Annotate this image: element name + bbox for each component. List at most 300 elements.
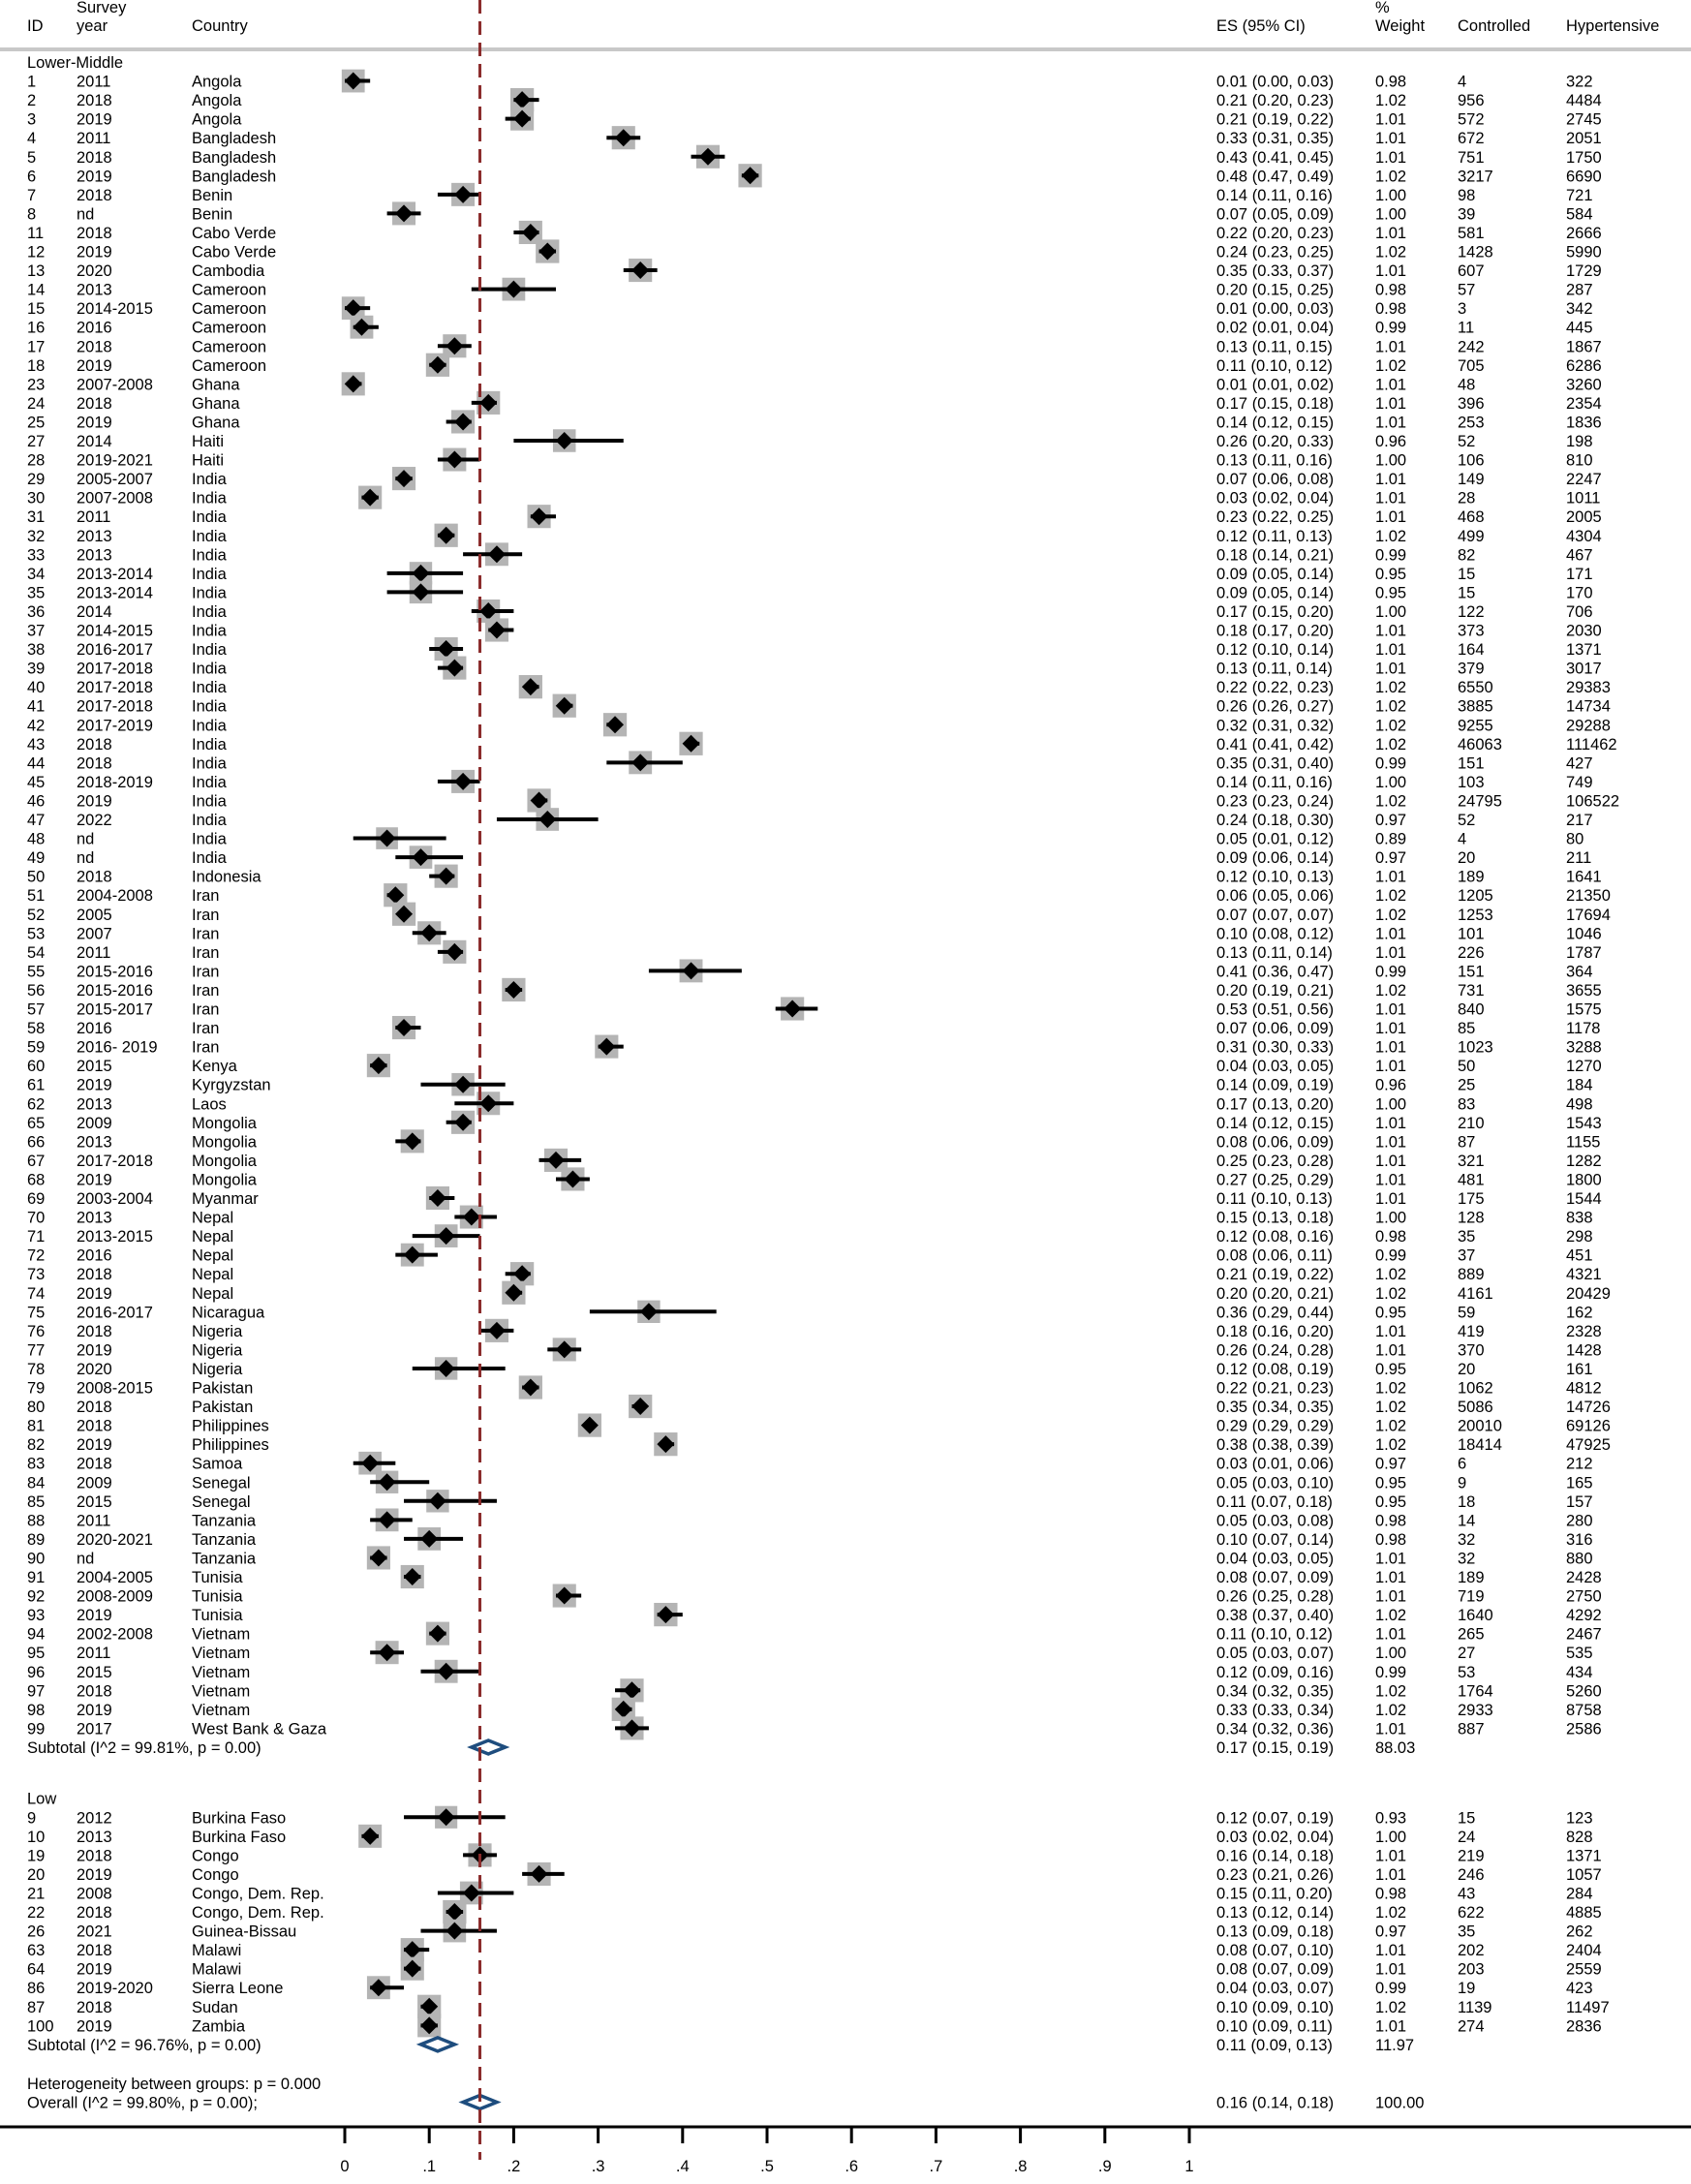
study-year: 2014-2015 <box>77 300 153 319</box>
study-weight: 1.01 <box>1375 1171 1407 1189</box>
study-hypertensive: 211 <box>1566 849 1592 868</box>
study-year: nd <box>77 1550 95 1568</box>
study-country: Haiti <box>192 451 225 470</box>
study-hypertensive: 1800 <box>1566 1171 1602 1189</box>
study-country: Tanzania <box>192 1512 257 1530</box>
x-tick-label: .2 <box>507 2158 521 2175</box>
study-id: 19 <box>27 1847 46 1865</box>
study-es-ci: 0.11 (0.10, 0.13) <box>1216 1190 1333 1208</box>
study-es-ci: 0.26 (0.25, 0.28) <box>1216 1587 1335 1606</box>
study-hypertensive: 6690 <box>1566 168 1602 186</box>
study-year: 2018 <box>77 1904 112 1923</box>
study-weight: 1.01 <box>1375 1865 1407 1884</box>
study-country: Nigeria <box>192 1322 243 1340</box>
study-year: 2013 <box>77 1133 112 1152</box>
study-year: 2008-2015 <box>77 1379 153 1398</box>
study-es-ci: 0.08 (0.06, 0.09) <box>1216 1133 1335 1152</box>
group-label: Lower-Middle <box>27 54 124 72</box>
study-hypertensive: 1371 <box>1566 641 1602 660</box>
study-es-ci: 0.18 (0.16, 0.20) <box>1216 1322 1335 1340</box>
study-weight: 1.00 <box>1375 602 1407 621</box>
study-es-ci: 0.48 (0.47, 0.49) <box>1216 168 1335 186</box>
study-year: 2011 <box>77 508 111 527</box>
study-id: 99 <box>27 1720 46 1738</box>
study-hypertensive: 451 <box>1566 1246 1593 1265</box>
study-controlled: 396 <box>1458 394 1485 413</box>
study-weight: 1.02 <box>1375 1904 1407 1923</box>
study-year: 2019 <box>77 356 112 375</box>
study-weight: 0.97 <box>1375 1923 1407 1941</box>
study-hypertensive: 298 <box>1566 1228 1593 1246</box>
x-tick-label: .4 <box>675 2158 690 2175</box>
study-weight: 1.01 <box>1375 394 1407 413</box>
x-tick-label: .7 <box>929 2158 943 2175</box>
study-controlled: 607 <box>1458 262 1485 281</box>
study-weight: 0.95 <box>1375 1474 1407 1492</box>
study-id: 96 <box>27 1663 46 1681</box>
study-es-ci: 0.12 (0.10, 0.13) <box>1216 868 1335 886</box>
study-hypertensive: 535 <box>1566 1645 1593 1663</box>
study-es-ci: 0.08 (0.07, 0.09) <box>1216 1569 1335 1586</box>
study-controlled: 98 <box>1458 186 1476 204</box>
study-year: 2016 <box>77 1246 112 1265</box>
study-es-ci: 0.35 (0.34, 0.35) <box>1216 1399 1335 1417</box>
study-es-ci: 0.12 (0.08, 0.19) <box>1216 1360 1335 1378</box>
study-country: Tanzania <box>192 1530 257 1549</box>
study-year: 2014 <box>77 602 112 621</box>
study-controlled: 705 <box>1458 356 1485 375</box>
study-controlled: 840 <box>1458 1000 1485 1019</box>
header-controlled: Controlled <box>1458 17 1531 35</box>
column-headers <box>27 0 1659 35</box>
study-year: 2016 <box>77 1020 112 1038</box>
study-hypertensive: 342 <box>1566 300 1593 319</box>
study-controlled: 1640 <box>1458 1607 1493 1625</box>
study-hypertensive: 212 <box>1566 1455 1593 1473</box>
study-id: 3 <box>27 110 37 129</box>
study-id: 98 <box>27 1701 46 1719</box>
study-country: Laos <box>192 1095 227 1114</box>
study-weight: 1.01 <box>1375 224 1407 242</box>
study-es-ci: 0.35 (0.31, 0.40) <box>1216 754 1335 773</box>
study-weight: 0.89 <box>1375 830 1407 848</box>
study-hypertensive: 880 <box>1566 1550 1593 1568</box>
study-id: 84 <box>27 1474 46 1492</box>
study-id: 83 <box>27 1455 46 1473</box>
study-country: Vietnam <box>192 1663 251 1681</box>
study-es-ci: 0.21 (0.20, 0.23) <box>1216 92 1335 110</box>
study-country: Philippines <box>192 1417 269 1435</box>
study-es-ci: 0.22 (0.22, 0.23) <box>1216 679 1335 697</box>
study-year: nd <box>77 830 95 848</box>
study-weight: 1.02 <box>1375 92 1407 110</box>
study-id: 31 <box>27 508 46 527</box>
study-country: Cameroon <box>192 356 267 375</box>
study-weight: 1.01 <box>1375 925 1407 943</box>
study-year: 2018 <box>77 1942 112 1960</box>
study-id: 76 <box>27 1322 46 1340</box>
study-hypertensive: 434 <box>1566 1663 1593 1681</box>
study-es-ci: 0.33 (0.31, 0.35) <box>1216 130 1335 148</box>
study-country: India <box>192 735 227 754</box>
study-controlled: 57 <box>1458 281 1476 299</box>
study-year: 2018 <box>77 1417 112 1435</box>
study-hypertensive: 3288 <box>1566 1038 1602 1057</box>
study-controlled: 3 <box>1458 300 1467 319</box>
study-weight: 1.01 <box>1375 1960 1407 1979</box>
study-hypertensive: 280 <box>1566 1512 1593 1530</box>
study-es-ci: 0.53 (0.51, 0.56) <box>1216 1000 1335 1019</box>
study-hypertensive: 4304 <box>1566 527 1602 545</box>
study-weight: 0.97 <box>1375 812 1407 829</box>
study-es-ci: 0.08 (0.07, 0.10) <box>1216 1942 1335 1960</box>
study-id: 40 <box>27 679 46 697</box>
study-controlled: 203 <box>1458 1960 1485 1979</box>
study-id: 71 <box>27 1228 46 1246</box>
study-id: 91 <box>27 1569 46 1586</box>
study-country: Nigeria <box>192 1360 243 1378</box>
study-country: Burkina Faso <box>192 1828 287 1846</box>
study-weight: 0.97 <box>1375 1455 1407 1473</box>
study-hypertensive: 157 <box>1566 1492 1593 1511</box>
x-tick-label: 1 <box>1184 2158 1194 2175</box>
study-hypertensive: 1787 <box>1566 943 1602 962</box>
study-id: 27 <box>27 433 46 450</box>
study-es-ci: 0.09 (0.05, 0.14) <box>1216 584 1335 602</box>
study-country: Iran <box>192 943 220 962</box>
study-id: 35 <box>27 584 46 602</box>
study-weight: 0.98 <box>1375 1228 1407 1246</box>
study-controlled: 83 <box>1458 1095 1476 1114</box>
study-country: Samoa <box>192 1455 243 1473</box>
study-id: 17 <box>27 338 46 356</box>
study-id: 66 <box>27 1133 46 1152</box>
study-controlled: 226 <box>1458 943 1485 962</box>
study-id: 20 <box>27 1865 46 1884</box>
study-es-ci: 0.14 (0.09, 0.19) <box>1216 1076 1335 1094</box>
study-country: Cameroon <box>192 281 267 299</box>
study-controlled: 175 <box>1458 1190 1485 1208</box>
study-controlled: 2933 <box>1458 1701 1493 1719</box>
study-hypertensive: 14734 <box>1566 697 1611 716</box>
study-controlled: 210 <box>1458 1114 1485 1132</box>
study-hypertensive: 1057 <box>1566 1865 1602 1884</box>
study-controlled: 1062 <box>1458 1379 1493 1398</box>
study-hypertensive: 828 <box>1566 1828 1593 1846</box>
study-country: Iran <box>192 1020 220 1038</box>
study-weight: 1.01 <box>1375 1114 1407 1132</box>
study-hypertensive: 170 <box>1566 584 1593 602</box>
study-controlled: 149 <box>1458 471 1485 489</box>
study-year: 2003-2004 <box>77 1190 153 1208</box>
study-id: 51 <box>27 887 46 906</box>
study-id: 87 <box>27 1998 46 2016</box>
study-id: 93 <box>27 1607 46 1625</box>
study-weight: 1.02 <box>1375 1399 1407 1417</box>
study-year: 2021 <box>77 1923 112 1941</box>
study-country: Tunisia <box>192 1607 243 1625</box>
study-controlled: 1023 <box>1458 1038 1493 1057</box>
study-country: Sudan <box>192 1998 238 2016</box>
study-id: 95 <box>27 1645 46 1663</box>
study-year: 2017-2018 <box>77 660 153 678</box>
study-year: 2005 <box>77 906 112 924</box>
study-es-ci: 0.12 (0.10, 0.14) <box>1216 641 1335 660</box>
study-es-ci: 0.03 (0.01, 0.06) <box>1216 1455 1335 1473</box>
study-hypertensive: 2404 <box>1566 1942 1602 1960</box>
study-es-ci: 0.22 (0.21, 0.23) <box>1216 1379 1335 1398</box>
study-controlled: 6550 <box>1458 679 1493 697</box>
study-country: Malawi <box>192 1942 242 1960</box>
study-year: 2019 <box>77 1701 112 1719</box>
study-weight: 0.96 <box>1375 1076 1407 1094</box>
study-es-ci: 0.23 (0.21, 0.26) <box>1216 1865 1335 1884</box>
study-country: Angola <box>192 110 242 129</box>
study-weight: 1.01 <box>1375 110 1407 129</box>
study-controlled: 151 <box>1458 754 1485 773</box>
study-hypertensive: 1867 <box>1566 338 1602 356</box>
study-year: 2018 <box>77 1266 112 1284</box>
study-hypertensive: 2247 <box>1566 471 1602 489</box>
x-tick-label: .5 <box>760 2158 774 2175</box>
study-id: 32 <box>27 527 46 545</box>
study-es-ci: 0.14 (0.12, 0.15) <box>1216 1114 1335 1132</box>
study-hypertensive: 1543 <box>1566 1114 1602 1132</box>
study-controlled: 6 <box>1458 1455 1467 1473</box>
study-id: 65 <box>27 1114 46 1132</box>
study-id: 60 <box>27 1058 46 1076</box>
study-year: 2019 <box>77 243 112 261</box>
study-country: Angola <box>192 73 242 91</box>
study-id: 61 <box>27 1076 46 1094</box>
study-year: 2020 <box>77 1360 112 1378</box>
study-id: 6 <box>27 168 37 186</box>
study-id: 5 <box>27 148 37 167</box>
x-tick-label: .9 <box>1097 2158 1112 2175</box>
study-id: 97 <box>27 1682 46 1701</box>
study-country: Zambia <box>192 2017 246 2036</box>
study-hypertensive: 1178 <box>1566 1020 1601 1038</box>
study-weight: 0.99 <box>1375 754 1407 773</box>
study-year: 2019 <box>77 1436 112 1455</box>
study-weight: 1.01 <box>1375 622 1407 640</box>
study-country: Senegal <box>192 1474 251 1492</box>
study-controlled: 1205 <box>1458 887 1493 906</box>
study-id: 2 <box>27 92 37 110</box>
study-hypertensive: 80 <box>1566 830 1584 848</box>
study-weight: 1.02 <box>1375 981 1407 1000</box>
study-controlled: 35 <box>1458 1923 1476 1941</box>
study-id: 52 <box>27 906 46 924</box>
study-country: Tunisia <box>192 1569 243 1586</box>
study-hypertensive: 1155 <box>1566 1133 1601 1152</box>
study-weight: 0.98 <box>1375 1530 1407 1549</box>
study-id: 7 <box>27 186 37 204</box>
study-year: 2019 <box>77 1607 112 1625</box>
header-es-ci: ES (95% CI) <box>1216 17 1306 35</box>
study-country: Congo <box>192 1865 239 1884</box>
study-year: 2013 <box>77 546 112 565</box>
study-id: 92 <box>27 1587 46 1606</box>
study-weight: 1.01 <box>1375 1847 1407 1865</box>
study-hypertensive: 11497 <box>1566 1998 1610 2016</box>
study-hypertensive: 106522 <box>1566 792 1620 811</box>
study-weight: 0.95 <box>1375 1360 1407 1378</box>
study-year: 2018 <box>77 186 112 204</box>
study-es-ci: 0.36 (0.29, 0.44) <box>1216 1304 1335 1322</box>
study-year: 2019 <box>77 1865 112 1884</box>
study-controlled: 581 <box>1458 224 1485 242</box>
study-id: 56 <box>27 981 46 1000</box>
study-hypertensive: 498 <box>1566 1095 1593 1114</box>
study-country: Cabo Verde <box>192 224 277 242</box>
study-id: 55 <box>27 963 46 981</box>
study-year: 2013-2015 <box>77 1228 153 1246</box>
study-country: Vietnam <box>192 1682 251 1701</box>
study-es-ci: 0.38 (0.38, 0.39) <box>1216 1436 1335 1455</box>
study-country: Vietnam <box>192 1625 251 1644</box>
study-id: 81 <box>27 1417 46 1435</box>
study-controlled: 373 <box>1458 622 1485 640</box>
study-year: 2009 <box>77 1114 112 1132</box>
study-controlled: 122 <box>1458 602 1485 621</box>
study-weight: 1.01 <box>1375 1190 1407 1208</box>
study-controlled: 82 <box>1458 546 1476 565</box>
study-year: 2013 <box>77 1095 112 1114</box>
study-weight: 1.01 <box>1375 1942 1407 1960</box>
study-country: Iran <box>192 1038 220 1057</box>
study-controlled: 14 <box>1458 1512 1476 1530</box>
study-id: 67 <box>27 1152 46 1170</box>
study-year: 2005-2007 <box>77 471 153 489</box>
study-controlled: 572 <box>1458 110 1485 129</box>
study-hypertensive: 262 <box>1566 1923 1593 1941</box>
study-es-ci: 0.23 (0.23, 0.24) <box>1216 792 1335 811</box>
study-country: Tunisia <box>192 1587 243 1606</box>
study-hypertensive: 584 <box>1566 205 1593 224</box>
study-weight: 1.02 <box>1375 1701 1407 1719</box>
study-year: nd <box>77 849 95 868</box>
study-id: 63 <box>27 1942 46 1960</box>
study-weight: 0.95 <box>1375 565 1407 583</box>
study-id: 57 <box>27 1000 46 1019</box>
study-hypertensive: 467 <box>1566 546 1593 565</box>
study-country: Ghana <box>192 376 240 394</box>
study-controlled: 468 <box>1458 508 1485 527</box>
study-es-ci: 0.31 (0.30, 0.33) <box>1216 1038 1335 1057</box>
study-es-ci: 0.32 (0.31, 0.32) <box>1216 717 1335 735</box>
study-year: 2019-2020 <box>77 1980 153 1998</box>
study-es-ci: 0.16 (0.14, 0.18) <box>1216 1847 1335 1865</box>
study-weight: 1.01 <box>1375 338 1407 356</box>
study-id: 26 <box>27 1923 46 1941</box>
study-controlled: 219 <box>1458 1847 1485 1865</box>
study-controlled: 4161 <box>1458 1284 1493 1303</box>
study-weight: 1.02 <box>1375 887 1407 906</box>
study-weight: 0.99 <box>1375 1246 1407 1265</box>
study-id: 86 <box>27 1980 46 1998</box>
study-id: 25 <box>27 414 46 432</box>
study-controlled: 52 <box>1458 812 1476 829</box>
study-id: 30 <box>27 489 46 508</box>
study-year: 2007-2008 <box>77 376 153 394</box>
study-id: 89 <box>27 1530 46 1549</box>
study-controlled: 87 <box>1458 1133 1476 1152</box>
study-year: 2018 <box>77 92 112 110</box>
study-hypertensive: 6286 <box>1566 356 1602 375</box>
study-hypertensive: 2428 <box>1566 1569 1602 1586</box>
study-country: Myanmar <box>192 1190 259 1208</box>
study-id: 74 <box>27 1284 46 1303</box>
study-weight: 1.00 <box>1375 186 1407 204</box>
study-year: 2009 <box>77 1474 112 1492</box>
study-weight: 1.01 <box>1375 641 1407 660</box>
study-hypertensive: 123 <box>1566 1809 1593 1828</box>
study-id: 58 <box>27 1020 46 1038</box>
study-country: Cameroon <box>192 338 267 356</box>
study-id: 44 <box>27 754 46 773</box>
study-country: Nepal <box>192 1228 234 1246</box>
overall-weight: 100.00 <box>1375 2094 1425 2112</box>
study-country: Pakistan <box>192 1379 254 1398</box>
study-country: India <box>192 471 227 489</box>
study-weight: 0.99 <box>1375 963 1407 981</box>
study-country: Nepal <box>192 1284 234 1303</box>
study-year: 2015-2016 <box>77 981 153 1000</box>
study-year: 2017-2018 <box>77 1152 153 1170</box>
study-id: 94 <box>27 1625 46 1644</box>
study-es-ci: 0.13 (0.09, 0.18) <box>1216 1923 1335 1941</box>
study-year: 2008 <box>77 1885 112 1903</box>
study-country: India <box>192 584 227 602</box>
study-country: India <box>192 773 227 791</box>
study-country: Tanzania <box>192 1550 257 1568</box>
study-es-ci: 0.34 (0.32, 0.36) <box>1216 1720 1335 1738</box>
study-controlled: 15 <box>1458 565 1476 583</box>
study-country: Malawi <box>192 1960 242 1979</box>
study-es-ci: 0.04 (0.03, 0.05) <box>1216 1550 1335 1568</box>
study-country: Sierra Leone <box>192 1980 284 1998</box>
study-es-ci: 0.18 (0.17, 0.20) <box>1216 622 1335 640</box>
study-weight: 1.01 <box>1375 262 1407 281</box>
study-es-ci: 0.09 (0.05, 0.14) <box>1216 565 1335 583</box>
study-controlled: 751 <box>1458 148 1485 167</box>
study-controlled: 202 <box>1458 1942 1485 1960</box>
study-es-ci: 0.11 (0.10, 0.12) <box>1216 1625 1333 1644</box>
study-es-ci: 0.23 (0.22, 0.25) <box>1216 508 1335 527</box>
study-hypertensive: 17694 <box>1566 906 1611 924</box>
study-year: 2020-2021 <box>77 1530 153 1549</box>
study-es-ci: 0.26 (0.24, 0.28) <box>1216 1341 1335 1360</box>
study-es-ci: 0.41 (0.36, 0.47) <box>1216 963 1335 981</box>
study-es-ci: 0.14 (0.11, 0.16) <box>1216 773 1333 791</box>
study-id: 100 <box>27 2017 54 2036</box>
study-id: 13 <box>27 262 46 281</box>
study-year: 2017-2018 <box>77 697 153 716</box>
study-country: Cabo Verde <box>192 243 277 261</box>
study-weight: 0.98 <box>1375 300 1407 319</box>
study-id: 69 <box>27 1190 46 1208</box>
study-id: 75 <box>27 1304 46 1322</box>
subtotal-diamond <box>420 2038 454 2051</box>
study-weight: 1.01 <box>1375 1569 1407 1586</box>
study-hypertensive: 2354 <box>1566 394 1602 413</box>
study-es-ci: 0.17 (0.13, 0.20) <box>1216 1095 1335 1114</box>
study-es-ci: 0.18 (0.14, 0.21) <box>1216 546 1335 565</box>
study-controlled: 128 <box>1458 1209 1485 1227</box>
study-country: Congo, Dem. Rep. <box>192 1904 324 1923</box>
study-country: India <box>192 717 227 735</box>
